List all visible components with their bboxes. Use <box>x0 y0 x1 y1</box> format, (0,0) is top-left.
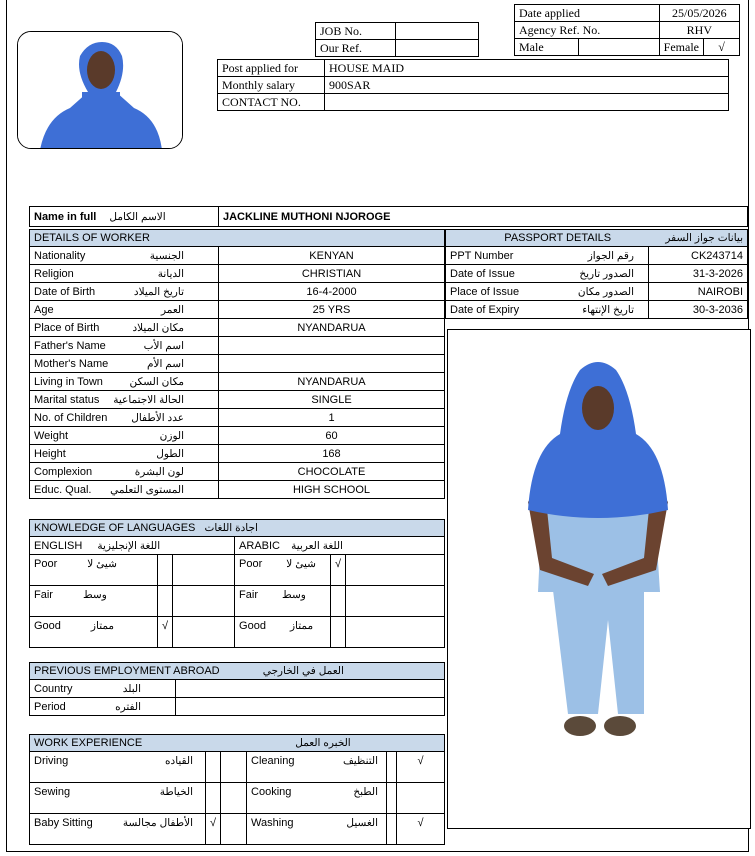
experience-skill-label-ar: الطبخ <box>353 786 379 798</box>
worker-row <box>30 355 445 373</box>
agency-ref-label: Agency Ref. No. <box>515 22 660 39</box>
passport-row <box>446 247 748 265</box>
worker-row <box>30 265 445 283</box>
portrait-photo-small <box>17 31 183 149</box>
language-level-label: Good <box>34 620 61 632</box>
experience-skill-label: Cooking <box>251 786 292 798</box>
worker-row <box>30 445 445 463</box>
worker-field-value: NYANDARUA <box>297 375 366 388</box>
passport-row <box>446 283 748 301</box>
job-no-label: JOB No. <box>316 23 396 40</box>
worker-field-label: Date of Birth <box>34 285 96 298</box>
worker-field-label: Age <box>34 303 54 316</box>
worker-row <box>30 481 445 499</box>
worker-field-label: Religion <box>34 267 74 280</box>
female-label: Female <box>659 39 703 56</box>
language-level-label-ar: شيئ لا <box>87 558 117 570</box>
worker-field-value: 1 <box>328 411 335 424</box>
worker-field-value: 16-4-2000 <box>306 285 357 298</box>
employment-field-label: Period <box>34 700 66 713</box>
worker-row <box>30 463 445 481</box>
employment-field-label-ar: الفتره <box>115 700 141 713</box>
employment-row <box>30 698 445 716</box>
worker-field-label: Living in Town <box>34 375 103 388</box>
application-info-table <box>514 4 740 56</box>
employment-field-label: Country <box>34 682 73 695</box>
employment-row <box>30 680 445 698</box>
languages-table <box>29 519 445 648</box>
worker-field-label-ar: اسم الأب <box>143 339 184 352</box>
worker-field-label: Educ. Qual. <box>34 483 92 496</box>
experience-skill-mark: √ <box>210 817 217 829</box>
passport-field-label-ar: تاريخ الإنتهاء <box>582 303 634 316</box>
worker-row <box>30 319 445 337</box>
language-level-label: Poor <box>34 558 58 570</box>
arabic-level-label: Poor <box>239 558 263 570</box>
passport-row <box>446 265 748 283</box>
worker-field-label: Weight <box>34 429 69 442</box>
language-level-label: Fair <box>34 589 53 601</box>
portrait-photo-full <box>447 329 751 829</box>
experience-row <box>30 814 445 845</box>
languages-title-ar: اجادة اللغات <box>204 522 258 534</box>
passport-field-value: 31-3-2026 <box>692 267 743 280</box>
passport-title-ar: بيانات جواز السفر <box>665 232 743 244</box>
worker-field-label: No. of Children <box>34 411 108 424</box>
experience-skill-label-ar: الخياطة <box>159 786 193 798</box>
contact-value <box>325 94 729 111</box>
worker-field-label-ar: الجنسية <box>149 249 184 262</box>
passport-field-label-ar: الصدور مكان <box>577 285 634 298</box>
arabic-label: ARABIC <box>239 539 281 552</box>
date-applied-value: 25/05/2026 <box>659 5 739 22</box>
worker-field-label: Marital status <box>34 393 100 406</box>
worker-field-label: Mother's Name <box>34 357 109 370</box>
worker-field-value: NYANDARUA <box>297 321 366 334</box>
worker-field-value: 25 YRS <box>312 303 351 316</box>
worker-row <box>30 391 445 409</box>
language-level-label-ar: ممتاز <box>90 620 115 632</box>
name-table <box>29 206 748 227</box>
passport-field-value: 30-3-2036 <box>692 303 743 316</box>
experience-skill-label-ar: الأطفال مجالسة <box>122 817 193 829</box>
employment-table <box>29 662 445 716</box>
job-ref-table <box>315 22 479 57</box>
worker-field-value: 168 <box>322 447 341 460</box>
passport-field-label: PPT Number <box>450 249 514 262</box>
employment-field-label-ar: البلد <box>122 682 141 695</box>
arabic-level-label-ar: ممتاز <box>289 620 314 632</box>
worker-field-label-ar: مكان السكن <box>129 375 184 388</box>
worker-row <box>30 337 445 355</box>
post-table <box>217 59 729 111</box>
worker-field-label-ar: الطول <box>156 447 184 460</box>
worker-field-value: KENYAN <box>309 249 354 262</box>
male-mark <box>579 39 660 56</box>
passport-table <box>445 229 748 319</box>
worker-field-label: Place of Birth <box>34 321 100 334</box>
language-level-label-ar: وسط <box>82 589 107 601</box>
experience-skill-label-ar: التنظيف <box>342 755 379 767</box>
worker-field-value: SINGLE <box>311 393 352 406</box>
worker-row <box>30 373 445 391</box>
worker-field-label: Nationality <box>34 249 86 262</box>
worker-field-label-ar: تاريخ الميلاد <box>133 285 184 298</box>
worker-field-label: Height <box>34 447 66 460</box>
worker-field-value: HIGH SCHOOL <box>292 483 370 496</box>
passport-title: PASSPORT DETAILS <box>504 232 612 244</box>
worker-field-label-ar: الحالة الاجتماعية <box>113 393 184 406</box>
english-label: ENGLISH <box>34 539 83 552</box>
worker-field-label-ar: اسم الأم <box>146 357 184 370</box>
worker-row <box>30 427 445 445</box>
english-label-ar: اللغة الإنجليزية <box>97 539 161 552</box>
arabic-level-label-ar: شيئ لا <box>286 558 316 570</box>
language-level-row <box>30 555 445 586</box>
language-level-row <box>30 617 445 648</box>
passport-field-label: Date of Issue <box>450 267 515 280</box>
worker-field-label: Father's Name <box>34 339 106 352</box>
experience-title: WORK EXPERIENCE <box>34 737 143 749</box>
our-ref-value <box>396 40 479 57</box>
worker-field-label: Complexion <box>34 465 93 478</box>
worker-field-value: CHOCOLATE <box>297 465 366 478</box>
post-value: HOUSE MAID <box>325 60 729 77</box>
passport-field-value: NAIROBI <box>697 285 743 298</box>
experience-skill-label: Cleaning <box>251 755 295 767</box>
passport-field-label: Date of Expiry <box>450 303 520 316</box>
worker-row <box>30 283 445 301</box>
arabic-level-label-ar: وسط <box>282 589 306 601</box>
worker-details-title: DETAILS OF WORKER <box>30 230 445 247</box>
experience-title-ar: الخبره العمل <box>295 737 351 749</box>
salary-value: 900SAR <box>325 77 729 94</box>
female-mark: √ <box>704 39 740 56</box>
worker-field-label-ar: الديانة <box>157 267 184 280</box>
worker-field-label-ar: العمر <box>160 303 184 316</box>
date-applied-label: Date applied <box>515 5 660 22</box>
experience-row <box>30 752 445 783</box>
experience-table <box>29 734 445 845</box>
experience-skill-label: Sewing <box>34 786 71 798</box>
worker-field-label-ar: المستوى التعلمي <box>110 483 184 496</box>
passport-field-value: CK243714 <box>691 249 743 262</box>
worker-field-label-ar: عدد الأطفال <box>131 411 184 424</box>
arabic-level-label: Fair <box>239 589 258 601</box>
worker-details-table <box>29 229 445 499</box>
passport-field-label-ar: رقم الجواز <box>587 249 634 262</box>
name-label-ar: الاسم الكامل <box>109 210 166 223</box>
worker-field-value: CHRISTIAN <box>301 267 362 280</box>
experience-skill-mark: √ <box>417 817 424 829</box>
post-label: Post applied for <box>218 60 325 77</box>
experience-skill-mark: √ <box>417 755 424 767</box>
contact-label: CONTACT NO. <box>218 94 325 111</box>
language-level-row <box>30 586 445 617</box>
male-label: Male <box>515 39 579 56</box>
worker-row <box>30 301 445 319</box>
worker-field-label-ar: الوزن <box>159 429 184 442</box>
worker-field-label-ar: مكان الميلاد <box>132 321 184 334</box>
employment-title-ar: العمل في الخارجي <box>262 665 344 677</box>
experience-row <box>30 783 445 814</box>
experience-skill-label: Washing <box>251 817 294 829</box>
arabic-level-mark: √ <box>335 558 342 570</box>
experience-skill-label: Driving <box>34 755 69 767</box>
employment-title: PREVIOUS EMPLOYMENT ABROAD <box>34 665 220 677</box>
name-value: JACKLINE MUTHONI NJOROGE <box>219 207 748 227</box>
english-level-mark: √ <box>162 620 169 632</box>
name-label: Name in full <box>34 210 97 223</box>
worker-field-label-ar: لون البشرة <box>134 465 184 478</box>
agency-ref-value: RHV <box>659 22 739 39</box>
job-no-value <box>396 23 479 40</box>
experience-skill-label: Baby Sitting <box>34 817 93 829</box>
passport-field-label-ar: الصدور تاريخ <box>579 267 634 280</box>
worker-row <box>30 247 445 265</box>
worker-row <box>30 409 445 427</box>
passport-row <box>446 301 748 319</box>
our-ref-label: Our Ref. <box>316 40 396 57</box>
experience-skill-label-ar: القياده <box>165 755 193 767</box>
arabic-level-label: Good <box>239 620 266 632</box>
languages-title: KNOWLEDGE OF LANGUAGES <box>34 522 196 534</box>
salary-label: Monthly salary <box>218 77 325 94</box>
arabic-label-ar: اللغة العربية <box>291 539 343 552</box>
experience-skill-label-ar: الغسيل <box>346 817 379 829</box>
worker-field-value: 60 <box>325 429 338 442</box>
passport-field-label: Place of Issue <box>450 285 520 298</box>
